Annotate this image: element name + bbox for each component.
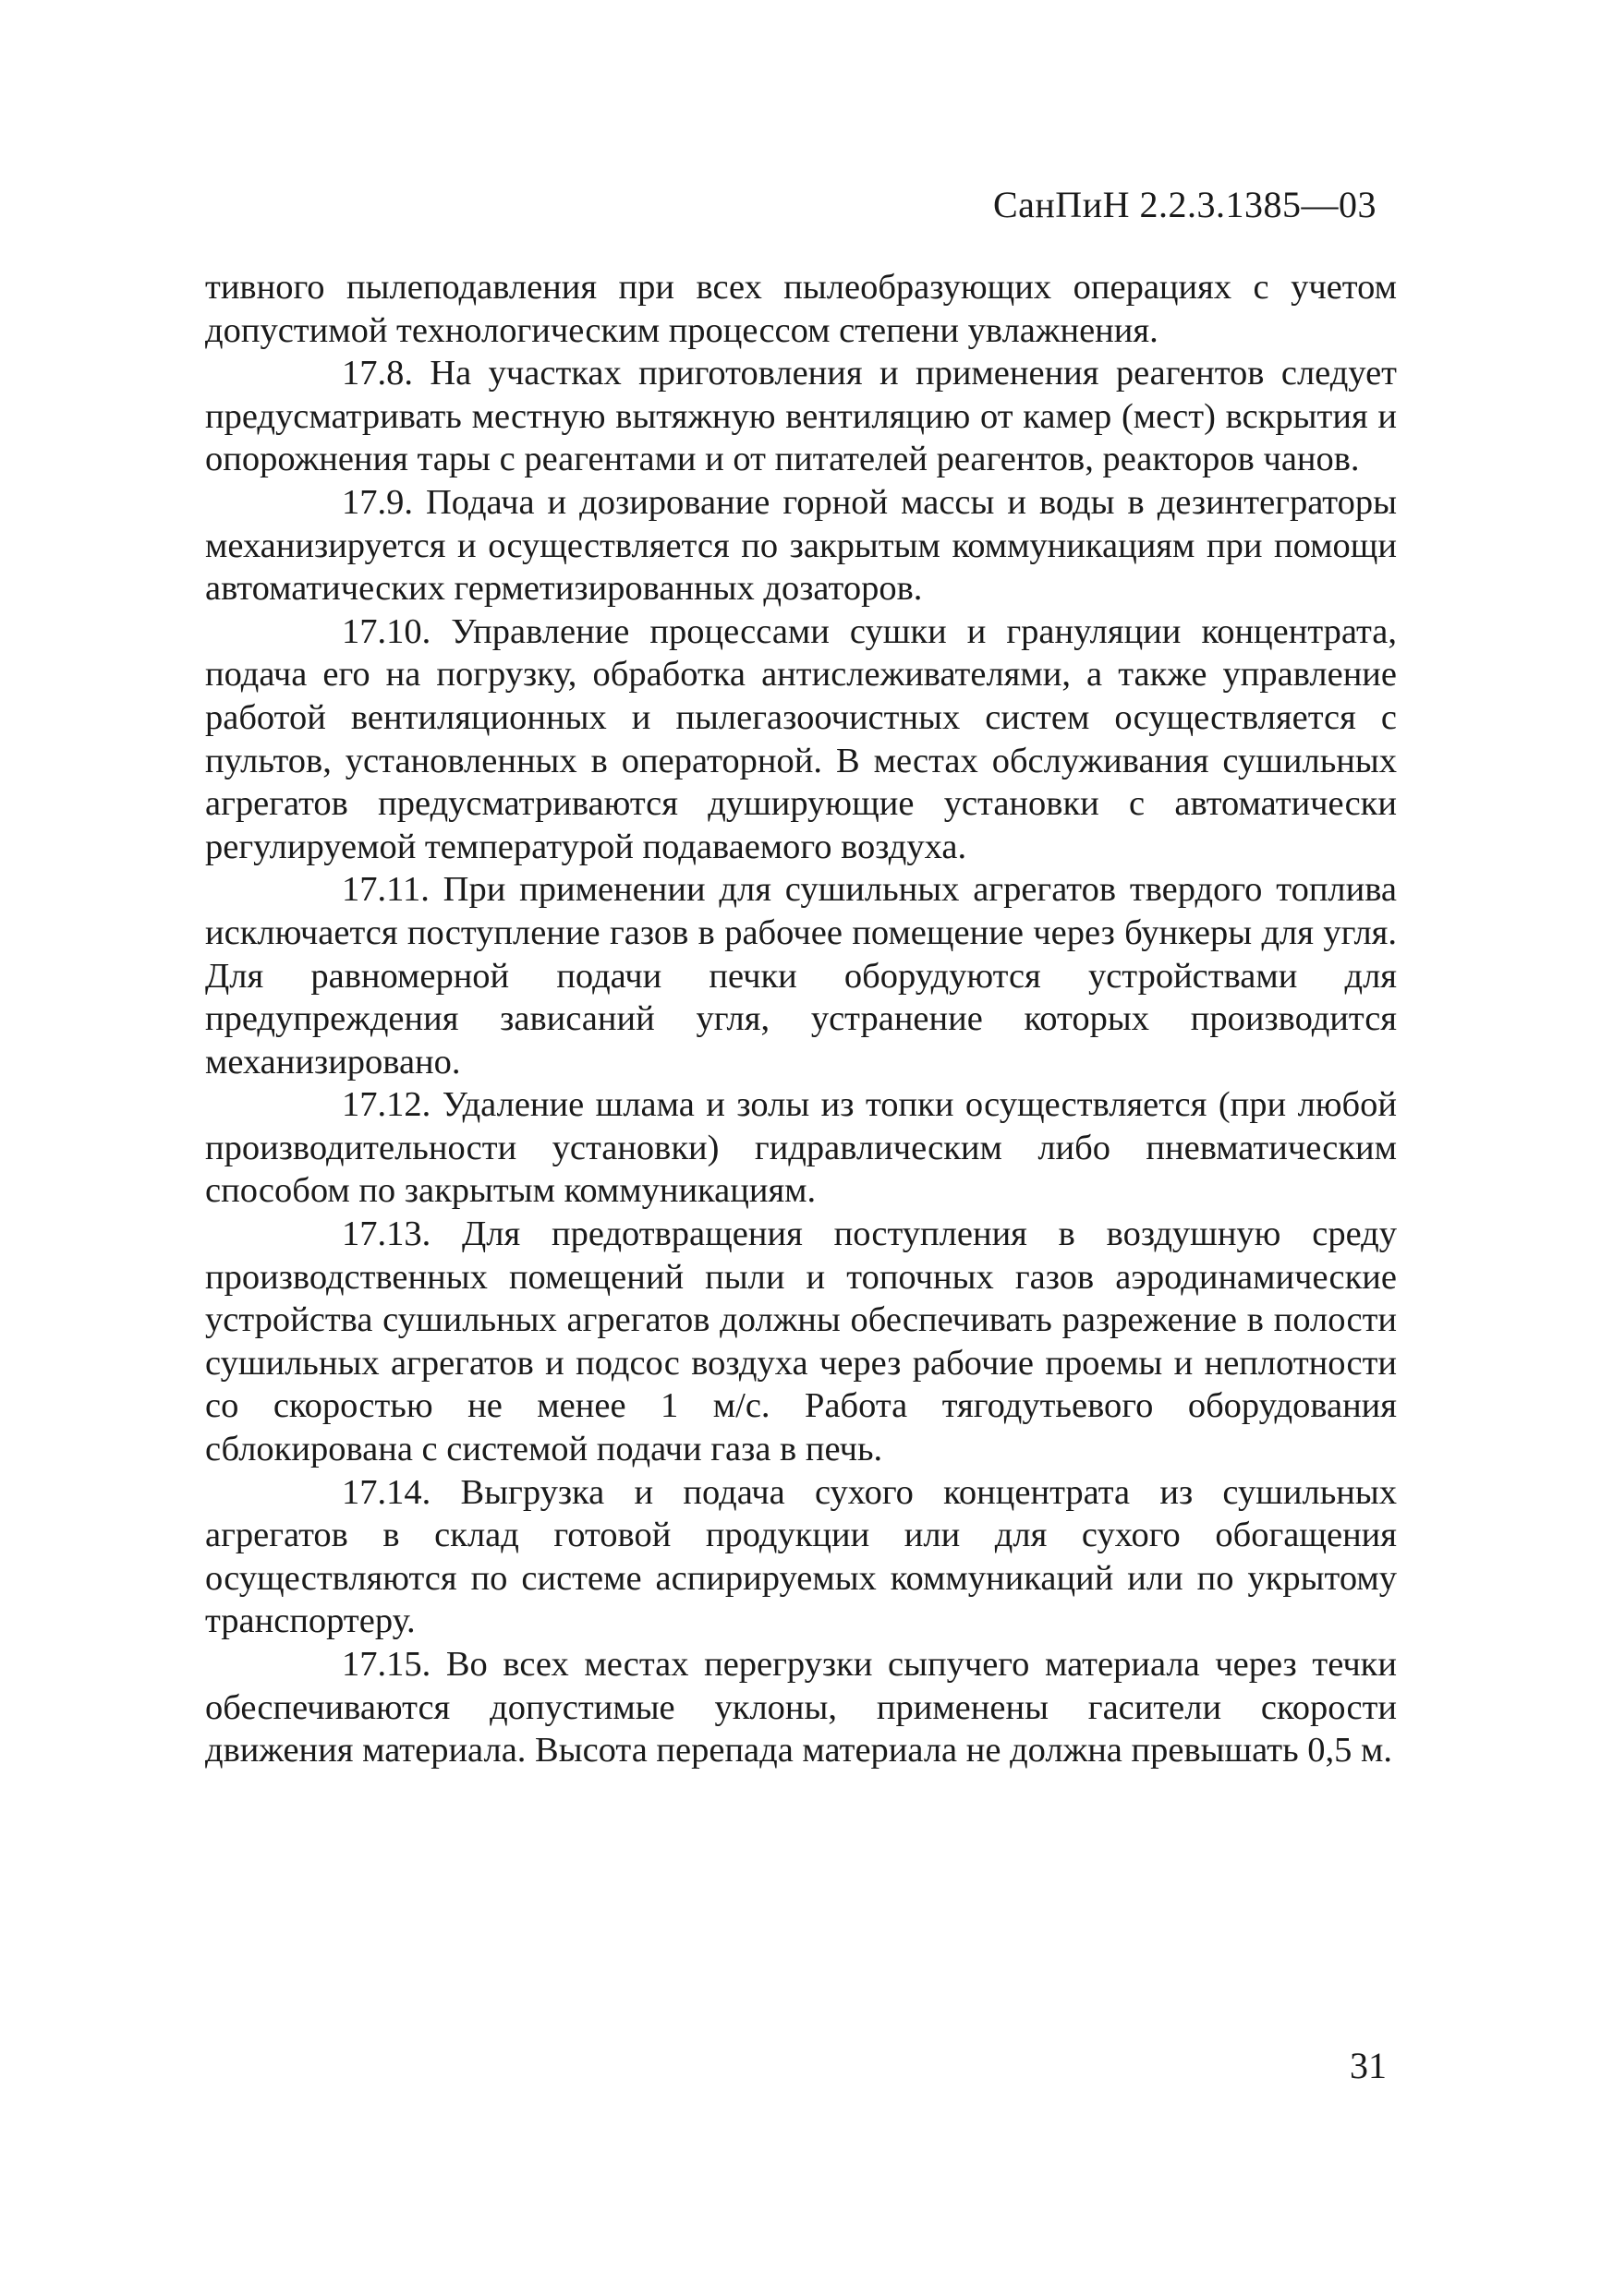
paragraph-17-9: 17.9. Подача и дозирование горной массы и воды в дезинтеграторы механизируется и осуществляется по закрытым коммуникациям при помощи автоматических герметизированных дозаторов. (205, 482, 1397, 609)
paragraph-17-13: 17.13. Для предотвращения поступления в воздушную среду производственных помещений пыли и топочных газов аэродинамические устройства сушильных агрегатов должны обеспечивать разрежение в полости сушильных агрегатов и подсос воздуха через рабочие проемы и неплотности со скоростью не менее 1 м/с. Работа тягодутьевого оборудования сблокирована с системой подачи газа в печь. (205, 1214, 1397, 1469)
document-code-header: СанПиН 2.2.3.1385—03 (992, 184, 1377, 225)
paragraph-continuation: тивного пылеподавления при всех пылеобразующих операциях с учетом допустимой технологическим процессом степени увлажнения. (205, 268, 1397, 350)
paragraph-17-15: 17.15. Во всех местах перегрузки сыпучего материала через течки обеспечиваются допустимые уклоны, применены гасители скорости движения материала. Высота перепада материала не должна превышать 0,5 м. (205, 1645, 1397, 1770)
paragraph-17-11: 17.11. При применении для сушильных агрегатов твердого топлива исключается поступление газов в рабочее помещение через бункеры для угля. Для равномерной подачи печки оборудуются устройствами для предупреждения зависаний угля, устранение которых производится механизировано. (205, 870, 1397, 1082)
paragraph-17-14: 17.14. Выгрузка и подача сухого концентрата из сушильных агрегатов в склад готовой продукции или для сухого обогащения осуществляются по системе аспирируемых коммуникаций или по укрытому транспортеру. (205, 1472, 1397, 1641)
page-number: 31 (1350, 2045, 1387, 2086)
paragraph-17-12: 17.12. Удаление шлама и золы из топки осуществляется (при любой производительности установки) гидравлическим либо пневматическим способом по закрытым коммуникациям. (205, 1085, 1397, 1211)
document-body (205, 266, 1397, 1772)
paragraph-17-8: 17.8. На участках приготовления и применения реагентов следует предусматривать местную вытяжную вентиляцию от камер (мест) вскрытия и опорожнения тары с реагентами и от питателей реагентов, реакторов чанов. (205, 354, 1397, 479)
paragraph-17-10: 17.10. Управление процессами сушки и грануляции концентрата, подача его на погрузку, обработка антислеживателями, а также управление работой вентиляционных и пылегазоочистных систем осуществляется с пультов, установленных в операторной. В местах обслуживания сушильных агрегатов предусматриваются душирующие установки с автоматически регулируемой температурой подаваемого воздуха. (205, 611, 1397, 866)
